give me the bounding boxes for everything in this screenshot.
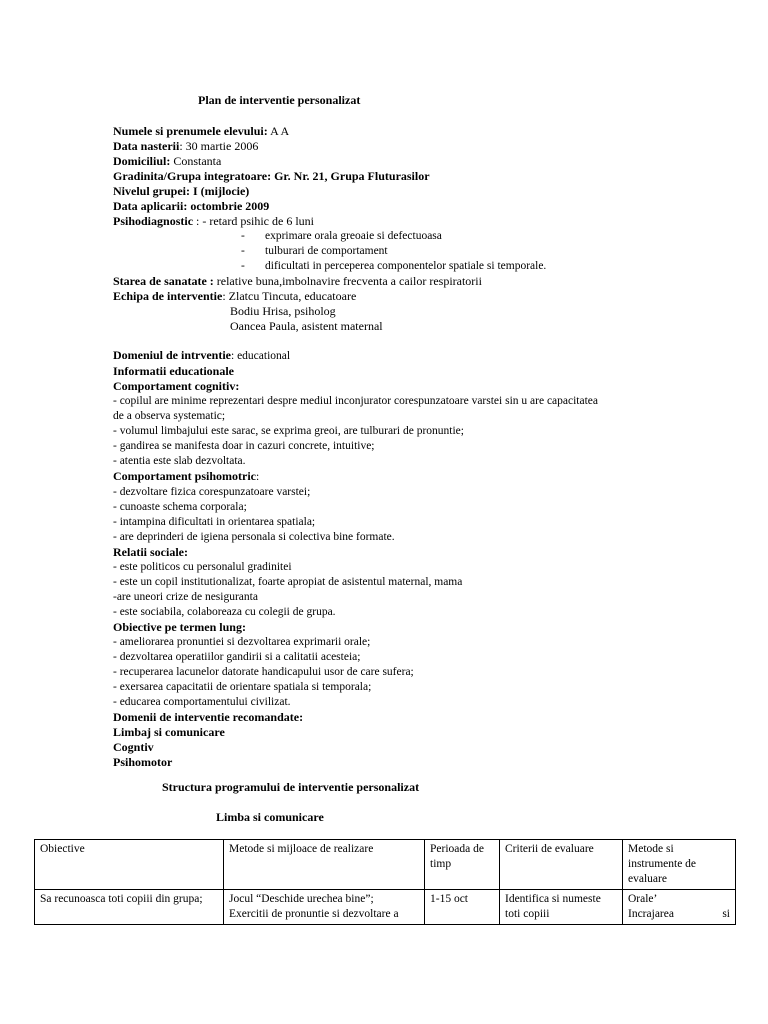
table-cell-criteria: Identifica si numeste toti copiii	[500, 890, 623, 925]
section-title: Limba si comunicare	[216, 810, 324, 824]
psychodiag-item: - exprimare orala greoaie si defectuoasa	[241, 230, 442, 242]
objective-item: - ameliorarea pronuntiei si dezvoltarea exprimarii orale;	[113, 636, 371, 648]
psychodiag-row	[113, 214, 753, 229]
birth-label: Data nasterii	[113, 139, 180, 153]
home-label: Domiciliul:	[113, 154, 171, 168]
psychodiag-item: - dificultati in perceperea componentelor spatiale si temporale.	[241, 260, 547, 272]
table-header-cell: Criterii de evaluare	[500, 840, 623, 890]
objective-item: - recuperarea lacunelor datorate handicapului usor de care sufera;	[113, 666, 414, 678]
psychomotor-heading-row	[113, 469, 673, 485]
table-cell-methods	[224, 890, 425, 925]
domain-label: Domeniul de intrventie	[113, 348, 231, 362]
cognitive-item: - copilul are minime reprezentari despre mediul inconjurator corespunzatoare varstei sin u are capacitatea	[113, 395, 599, 407]
birth-row	[113, 139, 753, 154]
recommended-item: Cogntiv	[113, 740, 154, 754]
document-title: Plan de interventie personalizat	[198, 93, 361, 107]
psychodiag-value: : - retard psihic de 6 luni	[193, 214, 314, 228]
edu-info-heading: Informatii educationale	[113, 364, 234, 378]
table-header-cell: Metode si mijloace de realizare	[224, 840, 425, 890]
evaluation-word: Incrajarea	[628, 908, 674, 920]
cognitive-item: - atentia este slab dezvoltata.	[113, 455, 246, 467]
psychodiag-item: - tulburari de comportament	[241, 245, 388, 257]
group-level-row: Nivelul grupei: I (mijlocie)	[113, 184, 250, 198]
psychomotor-item: - are deprinderi de igiena personala si colectiva bine formate.	[113, 531, 395, 543]
student-info	[113, 124, 753, 334]
social-item: -are uneori crize de nesiguranta	[113, 591, 258, 603]
name-row	[113, 124, 753, 139]
team-member: Oancea Paula, asistent maternal	[230, 319, 383, 333]
educational-section	[113, 348, 673, 770]
social-item: - este sociabila, colaboreaza cu colegii de grupa.	[113, 606, 336, 618]
health-value: relative buna,imbolnavire frecventa a cailor respiratorii	[213, 274, 482, 288]
objective-item: - dezvoltarea operatiilor gandirii si a calitatii acesteia;	[113, 651, 361, 663]
social-item: - este politicos cu personalul gradinitei	[113, 561, 292, 573]
evaluation-word: si	[722, 908, 730, 920]
evaluation-line	[628, 907, 730, 922]
cognitive-item: - volumul limbajului este sarac, se exprima greoi, are tulburari de pronuntie;	[113, 425, 464, 437]
team-member: Bodiu Hrisa, psiholog	[230, 304, 336, 318]
evaluation-line: Orale’	[628, 893, 658, 905]
table-row	[35, 890, 736, 925]
application-date-row: Data aplicarii: octombrie 2009	[113, 199, 270, 213]
name-label: Numele si prenumele elevului:	[113, 124, 268, 138]
social-heading: Relatii sociale:	[113, 545, 188, 559]
table-cell-period: 1-15 oct	[425, 890, 500, 925]
home-row	[113, 154, 753, 169]
team-row	[113, 289, 753, 304]
methods-line: Exercitii de pronuntie si dezvoltare a	[229, 908, 399, 920]
table-header-row	[35, 840, 736, 890]
cognitive-item: - gandirea se manifesta doar in cazuri concrete, intuitive;	[113, 440, 375, 452]
table-header-cell: Perioada de timp	[425, 840, 500, 890]
table-header-cell: Metode si instrumente de evaluare	[623, 840, 736, 890]
kindergarten-row: Gradinita/Grupa integratoare: Gr. Nr. 21, Grupa Fluturasilor	[113, 169, 430, 183]
psychomotor-item: - intampina dificultati in orientarea spatiala;	[113, 516, 316, 528]
table-cell-evaluation	[623, 890, 736, 925]
methods-line: Jocul “Deschide urechea bine”;	[229, 893, 374, 905]
health-row	[113, 274, 753, 289]
psychomotor-colon: :	[255, 471, 260, 483]
psychodiag-label: Psihodiagnostic	[113, 214, 194, 228]
home-value: Constanta	[170, 154, 222, 168]
recommended-heading: Domenii de interventie recomandate:	[113, 710, 304, 724]
cognitive-heading: Comportament cognitiv:	[113, 379, 240, 393]
domain-value: : educational	[231, 350, 291, 362]
recommended-item: Psihomotor	[113, 755, 173, 769]
domain-row	[113, 348, 673, 364]
objective-item: - exersarea capacitatii de orientare spatiala si temporala;	[113, 681, 372, 693]
objective-item: - educarea comportamentului civilizat.	[113, 696, 291, 708]
team-value: : Zlatcu Tincuta, educatoare	[222, 289, 357, 303]
structure-title: Structura programului de interventie personalizat	[162, 780, 420, 794]
psychomotor-item: - cunoaste schema corporala;	[113, 501, 247, 513]
name-value: A A	[267, 124, 290, 138]
psychomotor-item: - dezvoltare fizica corespunzatoare varstei;	[113, 486, 311, 498]
objectives-heading: Obiective pe termen lung:	[113, 620, 246, 634]
social-item: - este un copil institutionalizat, foarte apropiat de asistentul maternal, mama	[113, 576, 463, 588]
psychomotor-heading: Comportament psihomotric	[113, 469, 256, 483]
table-header-cell: Obiective	[35, 840, 224, 890]
cognitive-item: de a observa systematic;	[113, 410, 226, 422]
table-cell-objective: Sa recunoasca toti copiii din grupa;	[35, 890, 224, 925]
recommended-item: Limbaj si comunicare	[113, 725, 225, 739]
health-label: Starea de sanatate :	[113, 274, 214, 288]
birth-value: : 30 martie 2006	[179, 139, 259, 153]
program-table	[34, 839, 736, 925]
team-label: Echipa de interventie	[113, 289, 223, 303]
